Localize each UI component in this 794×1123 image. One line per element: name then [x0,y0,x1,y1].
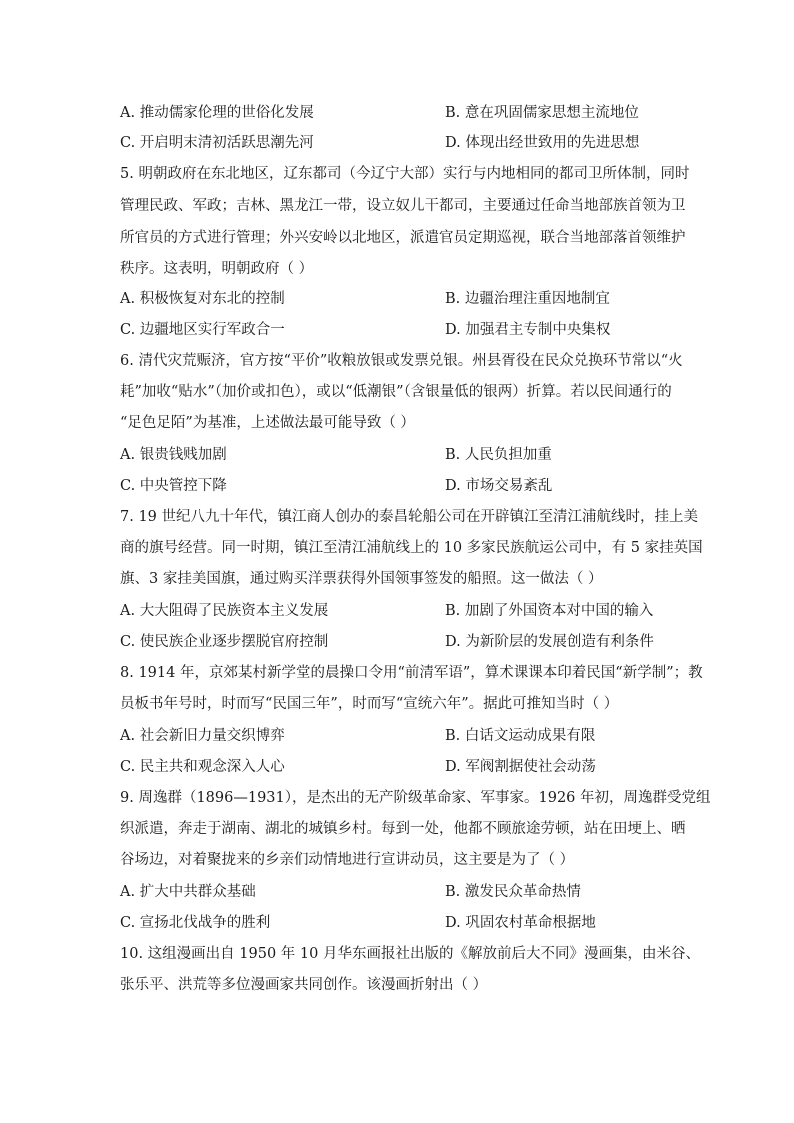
q5-stem-line: 所官员的方式进行管理；外兴安岭以北地区，派遣官员定期巡视，联合当地部落首领维护 [120,230,686,246]
q5-option-c: C. 边疆地区实行军政合一 [120,322,285,338]
q5-stem-line: 秩序。这表明，明朝政府（ ） [120,261,314,277]
q6-stem-line: “足色足陌”为基准，上述做法最可能导致（ ） [120,415,415,431]
q6-option-d: D. 市场交易紊乱 [445,478,553,494]
q5-stem-line: 5. 明朝政府在东北地区，辽东都司（今辽宁大部）实行与内地相同的都司卫所体制，同时 [120,166,690,182]
q8-option-d: D. 军阀割据使社会动荡 [445,759,596,775]
q7-option-a: A. 大大阻碍了民族资本主义发展 [120,603,329,619]
q4-option-d: D. 体现出经世致用的先进思想 [445,135,640,151]
q6-option-a: A. 银贵钱贱加剧 [120,447,227,463]
q4-option-c: C. 开启明末清初活跃思潮先河 [120,135,314,151]
q9-option-d: D. 巩固农村革命根据地 [445,915,596,931]
q6-option-b: B. 人民负担加重 [445,447,552,463]
q5-option-b: B. 边疆治理注重因地制宜 [445,291,610,307]
q8-option-b: B. 白话文运动成果有限 [445,728,596,744]
q5-stem-line: 管理民政、军政；吉林、黑龙江一带，设立奴儿干都司，主要通过任命当地部族首领为卫 [120,198,686,214]
q4-option-a: A. 推动儒家伦理的世俗化发展 [120,105,314,121]
q7-option-d: D. 为新阶层的发展创造有利条件 [445,634,654,650]
q10-stem-line: 张乐平、洪荒等多位漫画家共同创作。该漫画折射出（ ） [120,977,488,993]
q9-option-b: B. 激发民众革命热情 [445,884,581,900]
q10-stem-line: 10. 这组漫画出自 1950 年 10 月华东画报社出版的《解放前后大不同》漫画集，由米谷、 [120,946,700,962]
q8-stem-line: 员板书年号时，时而写“民国三年”，时而写“宣统六年”。据此可推知当时（ ） [120,696,619,712]
q5-option-d: D. 加强君主专制中央集权 [445,322,611,338]
q7-option-c: C. 使民族企业逐步摆脱官府控制 [120,634,329,650]
q5-option-a: A. 积极恢复对东北的控制 [120,291,285,307]
q7-stem-line: 旗、3 家挂美国旗，通过购买洋票获得外国领事签发的船照。这一做法（ ） [120,571,603,587]
q6-option-c: C. 中央管控下降 [120,478,227,494]
q7-stem-line: 7. 19 世纪八九十年代，镇江商人创办的泰昌轮船公司在开辟镇江至清江浦航线时，挂上美 [120,509,698,525]
q9-stem-line: 织派遣，奔走于湖南、湖北的城镇乡村。每到一处，他都不顾旅途劳顿，站在田埂上、晒 [120,821,686,837]
q7-option-b: B. 加剧了外国资本对中国的输入 [445,603,654,619]
q9-stem-line: 9. 周逸群（1896—1931），是杰出的无产阶级革命家、军事家。1926 年初，周逸群受党组 [120,790,711,806]
q4-option-b: B. 意在巩固儒家思想主流地位 [445,105,639,121]
q8-option-c: C. 民主共和观念深入人心 [120,759,285,775]
q9-option-a: A. 扩大中共群众基础 [120,884,256,900]
q7-stem-line: 商的旗号经营。同一时期，镇江至清江浦航线上的 10 多家民族航运公司中，有 5 家挂英国 [120,540,703,556]
q6-stem-line: 耗”加收“贴水”（加价或扣色），或以“低潮银”（含银量低的银两）折算。若以民间通行的 [120,384,672,400]
q9-stem-line: 谷场边，对着聚拢来的乡亲们动情地进行宣讲动员，这主要是为了（ ） [120,852,575,868]
q8-option-a: A. 社会新旧力量交织博弈 [120,728,285,744]
q6-stem-line: 6. 清代灾荒赈济，官方按“平价”收粮放银或发票兑银。州县胥役在民众兑换环节常以“火 [120,353,683,369]
q9-option-c: C. 宣扬北伐战争的胜利 [120,915,271,931]
q8-stem-line: 8. 1914 年，京郊某村新学堂的晨操口令用“前清军语”，算术课课本印着民国“新学制”；教 [120,665,703,681]
